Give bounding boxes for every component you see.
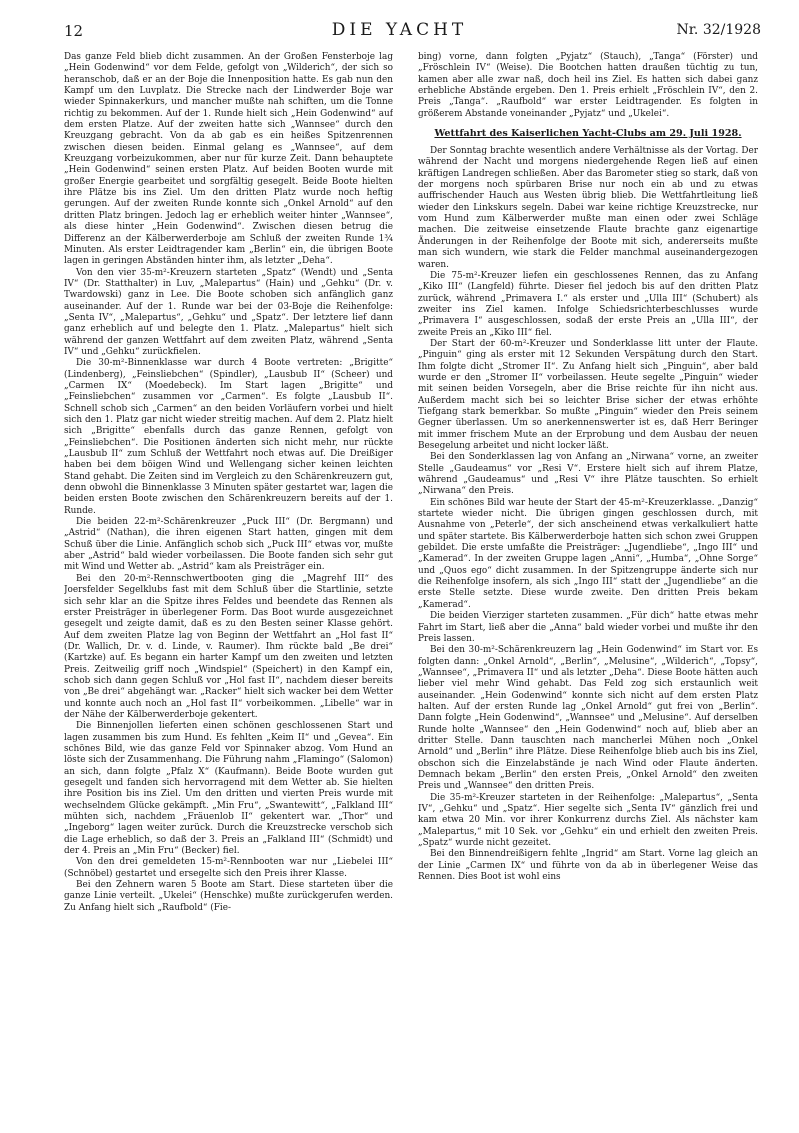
paragraph: Die Binnenjollen lieferten einen schönen geschlossenen Start und lagen zusammen bis zum Hund. Es fehlten „Keim II“ und „Gevea“. Ein schönes Bild, wie das ganze Feld vor Spinnaker abzog. Vom Hund an löste sich der Zusammenhang. Die Führung nahm „Flamingo“ (Salomon) an sich, dann folgte „Pfalz X“ (Kaufmann). Beide Boote wurden gut gesegelt und fanden sich hervorragend mit dem Wetter ab. Sie hielten ihre Position bis ins Ziel. Um den dritten und vierten Preis wurde mit wechselndem Glücke gekämpft. „Min Fru“, „Swantewitt“, „Falkland III“ mühten sich, nachdem „Fräuenlob II“ gekentert war. „Thor“ und „Ingeborg“ lagen weiter zurück. Durch die Kreuzstrecke verschob sich die Lage erheblich, so daß der 3. Preis an „Falkland III“ (Schmidt) und der 4. Preis an „Min Fru“ (Becker) fiel.: [64, 721, 393, 857]
paragraph: Bei den Zehnern waren 5 Boote am Start. Diese starteten über die ganze Linie verteilt. „Ukelei“ (Henschke) mußte zurückgerufen werden. Zu Anfang hielt sich „Raufbold“ (Fie-: [64, 880, 393, 913]
paragraph: Bei den Binnendreißigern fehlte „Ingrid“ am Start. Vorne lag gleich an der Linie „Carmen IX“ und führte von da ab in überlegener Weise das Rennen. Dies Boot ist wohl eins: [418, 849, 758, 883]
issue-number: Nr. 32/1928: [676, 22, 761, 38]
paragraph: Die 30-m²-Binnenklasse war durch 4 Boote vertreten: „Brigitte“ (Lindenberg), „Feinsliebchen“ (Spindler), „Lausbub II“ (Scheer) und „Carmen IX“ (Moedebeck). Im Start lagen „Brigitte“ und „Feinsliebchen“ zusammen vor „Carmen“. Es folgte „Lausbub II“. Schnell schob sich „Carmen“ an den beiden Vorläufern vorbei und hielt sich den 1. Platz gar nicht wieder streitig machen. Auf dem 2. Platz hielt sich „Brigitte“ ebenfalls durch das ganze Rennen, gefolgt von „Feinsliebchen“. Die Positionen änderten sich nicht mehr, nur rückte „Lausbub II“ zum Schluß der Wettfahrt noch etwas auf. Die Dreißiger haben bei dem böigen Wind und Wellengang sicher keinen leichten Stand gehabt. Die Zeiten sind im Vergleich zu den Schärenkreuzern gut, denn obwohl die Binnenklasse 3 Minuten später gestartet war, lagen die beiden ersten Boote zwischen den Schärenkreuzern bereits auf der 1. Runde.: [64, 358, 393, 516]
paragraph: Das ganze Feld blieb dicht zusammen. An der Großen Fensterboje lag „Hein Godenwind“ vor dem Felde, gefolgt von „Wilderich“, der sich so heranschob, daß er an der Boje die Innenposition hatte. Es gab nun den Kampf um den Luvplatz. Die Strecke nach der Lindwerder Boje war wieder Spinnakerkurs, und mancher mußte nah schiften, um die Tonne richtig zu bekommen. Auf der 1. Runde hielt sich „Hein Godenwind“ auf dem ersten Platze. Auf der zweiten hatte sich „Wannsee“ durch den Kreuzgang gebracht. Von da ab gab es ein heißes Spitzenrennen zwischen diesen beiden. Einmal gelang es „Wannsee“, auf dem Kreuzgang vorbeizukommen, aber nur für kurze Zeit. Dann behauptete „Hein Godenwind“ seinen ersten Platz. Auf beiden Booten wurde mit großer Energie gearbeitet und sorgfältig gesegelt. Beide Boote hielten ihre Plätze bis ins Ziel. Um den dritten Platz wurde noch heftig gerungen. Auf der zweiten Runde konnte sich „Onkel Arnold“ auf den dritten Platz bringen. Jedoch lag er erheblich weiter hinter „Wannsee“, als diese hinter „Hein Godenwind“. Zwischen diesen betrug die Differenz an der Kälberwerderboje am Schluß der zweiten Runde 1¾ Minuten. Als erster Leidtragender kam „Berlin“ ein, die übrigen Boote lagen in geringen Abständen hinter ihm, als letzter „Deha“.: [64, 52, 393, 267]
left-column: [64, 52, 393, 1122]
paragraph: bing) vorne, dann folgten „Pyjatz“ (Stauch), „Tanga“ (Förster) und „Fröschlein IV“ (Weise). Die Bootchen hatten draußen tüchtig zu tun, kamen aber alle zwar naß, doch heil ins Ziel. Es hatten sich dabei ganz erhebliche Abstände ergeben. Den 1. Preis erhielt „Fröschlein IV“, den 2. Preis „Tanga“. „Raufbold“ war erster Leidtragender. Es folgten in größerem Abstande voneinander „Pyjatz“ und „Ukelei“.: [418, 52, 758, 119]
paragraph: Bei den Sonderklassen lag von Anfang an „Nirwana“ vorne, an zweiter Stelle „Gaudeamus“ vor „Resi V“. Erstere hielt sich auf ihrem Platze, während „Gaudeamus“ und „Resi V“ ihre Plätze tauschten. So erhielt „Nirwana“ den Preis.: [418, 452, 758, 497]
paragraph: Bei den 20-m²-Rennschwertbooten ging die „Magrehf III“ des Joersfelder Segelklubs fast mit dem Schluß über die Startlinie, setzte sich sehr klar an die Spitze ihres Feldes und beendete das Rennen als erster Preisträger in überlegener Form. Das Boot wurde ausgezeichnet gesegelt und zeigte damit, daß es zu den Besten seiner Klasse gehört. Auf dem zweiten Platze lag von Beginn der Wettfahrt an „Hol fast II“ (Dr. Wallich, Dr. v. d. Linde, v. Raumer). Ihm rückte bald „Be drei“ (Kartzke) auf. Es begann ein harter Kampf um den zweiten und letzten Preis. Zeitweilig griff noch „Windspiel“ (Speichert) in den Kampf ein, schob sich dann gegen Schluß vor „Hol fast II“, nachdem dieser bereits von „Be drei“ abgehängt war. „Racker“ hielt sich wacker bei dem Wetter und konnte auch noch an „Hol fast II“ vorbeikommen. „Libelle“ war in der Nähe der Kälberwerderboje gekentert.: [64, 573, 393, 720]
paragraph: Die beiden 22-m²-Schärenkreuzer „Puck III“ (Dr. Bergmann) und „Astrid“ (Nathan), die ihren eigenen Start hatten, gingen mit dem Schuß über die Linie. Anfänglich schob sich „Puck III“ etwas vor, mußte aber „Astrid“ bald wieder vorbeilassen. Die Boote fanden sich sehr gut mit Wind und Wetter ab. „Astrid“ kam als Preisträger ein.: [64, 517, 393, 573]
page-number: 12: [64, 22, 84, 40]
paragraph: Die beiden Vierziger starteten zusammen. „Für dich“ hatte etwas mehr Fahrt im Start, ließ aber die „Anna“ bald wieder vorbei und mußte ihr den Preis lassen.: [418, 611, 758, 644]
paragraph: Der Start der 60-m²-Kreuzer und Sonderklasse litt unter der Flaute. „Pinguin“ ging als erster mit 12 Sekunden Verspätung durch den Start. Ihm folgte dicht „Stromer II“. Zu Anfang hielt sich „Pinguin“, aber bald wurde er den „Stromer II“ vorbeilassen. Heute segelte „Pinguin“ wieder mit seinen beiden Vorsegeln, aber die Brise reichte für ihn nicht aus. Außerdem macht sich bei so leichter Brise sicher der etwas erhöhte Tiefgang stark bemerkbar. So mußte „Pinguin“ wieder den Preis seinem Gegner überlassen. Um so anerkennenswerter ist es, daß Herr Beringer mit immer frischem Mute an der Erprobung und dem Ausbau der neuen Besegelung arbeitet und nicht locker läßt.: [418, 338, 758, 451]
magazine-title: DIE YACHT: [331, 20, 468, 40]
paragraph: Die 75-m²-Kreuzer liefen ein geschlossenes Rennen, das zu Anfang „Kiko III“ (Langfeld) führte. Dieser fiel jedoch bis auf den dritten Platz zurück, während „Primavera I.“ als erster und „Ulla III“ (Schubert) als zweiter ins Ziel kamen. Infolge Schiedsrichterbeschlusses wurde „Primavera I“ ausgeschlossen, sodaß der erste Preis an „Ulla III“, der zweite Preis an „Kiko III“ fiel.: [418, 270, 758, 338]
paragraph: Von den vier 35-m²-Kreuzern starteten „Spatz“ (Wendt) und „Senta IV“ (Dr. Statthalter) in Luv, „Malepartus“ (Hain) und „Gehku“ (Dr. v. Twardowski) ganz in Lee. Die Boote schoben sich anfänglich ganz auseinander. Auf der 1. Runde war bei der 03-Boje die Reihenfolge: „Senta IV“, „Malepartus“, „Gehku“ und „Spatz“. Der letztere lief dann ganz erheblich auf und belegte den 1. Platz. „Malepartus“ hielt sich während der ganzen Wettfahrt auf dem zweiten Platz, während „Senta IV“ und „Gehku“ zurückfielen.: [64, 267, 393, 357]
right-column: [418, 52, 758, 1122]
paragraph: Ein schönes Bild war heute der Start der 45-m²-Kreuzerklasse. „Danzig“ startete wieder nicht. Die übrigen gingen geschlossen durch, mit Ausnahme von „Peterle“, der sich anscheinend etwas verkalkuliert hatte und später startete. Bis Kälberwerderboje hatten sich schon zwei Gruppen gebildet. Die erste umfaßte die Preisträger: „Jugendliebe“, „Ingo III“ und „Kamerad“. In der zweiten Gruppe lagen „Anni“, „Humba“, „Ohne Sorge“ und „Quos ego“ dicht zusammen. In der Spitzengruppe änderte sich nur die Reihenfolge insofern, als sich „Ingo III“ statt der „Jugendliebe“ an die erste Stelle setzte. Diese wurde zweite. Den dritten Preis bekam „Kamerad“.: [418, 497, 758, 610]
paragraph: Bei den 30-m²-Schärenkreuzern lag „Hein Godenwind“ im Start vor. Es folgten dann: „Onkel Arnold“, „Berlin“, „Melusine“, „Wilderich“, „Topsy“, „Wannsee“, „Primavera II“ und als letzter „Deha“. Diese Boote hätten auch lieber viel mehr Wind gehabt. Das Feld zog sich erstaunlich weit auseinander. „Hein Godenwind“ konnte sich nicht auf dem ersten Platz halten. Auf der ersten Runde lag „Onkel Arnold“ gut frei von „Berlin“. Dann folgte „Hein Godenwind“, „Wannsee“ und „Melusine“. Auf derselben Runde holte „Wannsee“ den „Hein Godenwind“ noch auf, blieb aber an dritter Stelle. Dann tauschten nach mancherlei Mühen noch „Onkel Arnold“ und „Berlin“ ihre Plätze. Diese Reihenfolge blieb auch bis ins Ziel, obschon sich die Einzelabstände je nach Wind oder Flaute änderten. Demnach bekam „Berlin“ den ersten Preis, „Onkel Arnold“ den zweiten Preis und „Wannsee“ den dritten Preis.: [418, 645, 758, 792]
paragraph: Von den drei gemeldeten 15-m²-Rennbooten war nur „Liebelei III“ (Schnöbel) gestartet und ersegelte sich den Preis ihrer Klasse.: [64, 857, 393, 879]
paragraph: Die 35-m²-Kreuzer starteten in der Reihenfolge: „Malepartus“, „Senta IV“, „Gehku“ und „Spatz“. Hier segelte sich „Senta IV“ gänzlich frei und kam etwa 20 Min. vor ihrer Konkurrenz durchs Ziel. Als nächster kam „Malepartus,“ mit 10 Sek. vor „Gehku“ ein und erhielt den zweiten Preis. „Spatz“ wurde nicht gezeitet.: [418, 792, 758, 849]
paragraph: Der Sonntag brachte wesentlich andere Verhältnisse als der Vortag. Der während der Nacht und morgens niedergehende Regen ließ auf einen kräftigen Landregen schließen. Aber das Barometer stieg so stark, daß von der morgens noch spürbaren Brise nur noch ein ab und zu etwas auffrischender Hauch aus Westen übrig blieb. Die Wettfahrtleitung ließ wieder den Linkskurs segeln. Dabei war keine richtige Kreuzstrecke, nur vom Hund zum Kälberwerder mußte man einen oder zwei Schläge machen. Die zeitweise einsetzende Flaute brachte ganz eigenartige Änderungen in der Reihenfolge der Boote mit sich, andererseits mußte man sich wundern, wie stark die Felder manchmal auseinandergezogen waren.: [418, 146, 758, 270]
section-heading: Wettfahrt des Kaiserlichen Yacht-Clubs am 29. Juli 1928.: [434, 128, 742, 140]
